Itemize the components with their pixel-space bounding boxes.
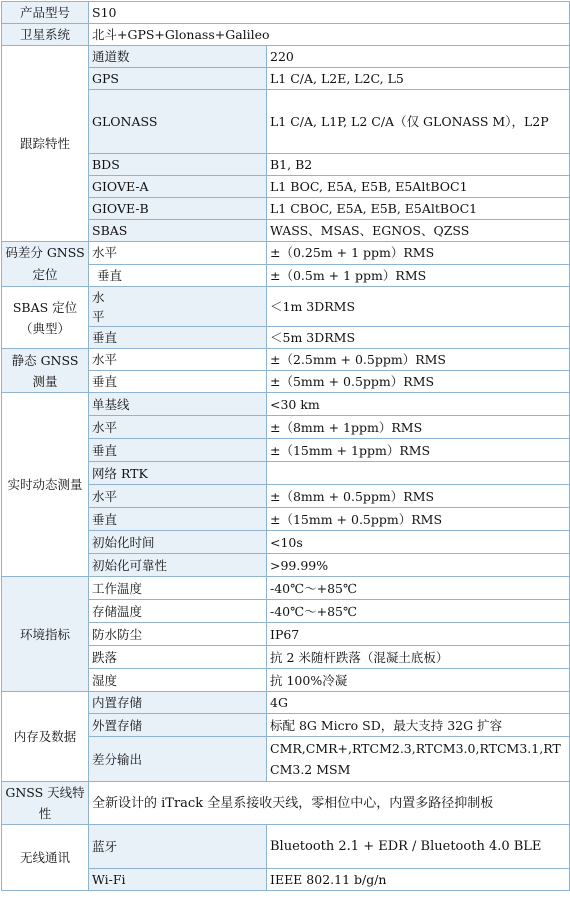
label-cell: 初始化时间: [89, 531, 267, 554]
value-cell: CMR,CMR+,RTCM2.3,RTCM3.0,RTCM3.1,RTCM3.2 MSM: [267, 737, 570, 782]
table-row: [2, 46, 570, 68]
label-cell: 蓝牙: [89, 825, 267, 869]
label-cell: 外置存储: [89, 714, 267, 737]
value-cell: ±（15mm + 0.5ppm）RMS: [267, 508, 570, 531]
value-cell: 抗 2 米随杆跌落（混凝土底板）: [267, 646, 570, 669]
label-cell: 垂直: [89, 439, 267, 462]
table-row: [2, 692, 570, 714]
label-cell: 垂直: [89, 371, 267, 393]
label-text: 水平: [92, 289, 105, 324]
table-row: [2, 393, 570, 416]
value-cell: 220: [267, 46, 570, 68]
label-cell: 单基线: [89, 393, 267, 416]
label-cell: GPS: [89, 68, 267, 90]
category-cell: 静态 GNSS 测量: [2, 349, 89, 393]
table-row: [2, 577, 570, 600]
category-cell: 环境指标: [2, 577, 89, 692]
label-cell: 垂直: [89, 264, 267, 287]
category-cell: 卫星系统: [2, 24, 89, 46]
value-cell: [267, 462, 570, 485]
label-cell: GIOVE-A: [89, 176, 267, 198]
value-cell: <30 km: [267, 393, 570, 416]
value-cell: 北斗+GPS+Glonass+Galileo: [89, 24, 570, 46]
value-cell: ＜5m 3DRMS: [267, 327, 570, 349]
label-cell: 存储温度: [89, 600, 267, 623]
value-cell: L1 C/A, L2E, L2C, L5: [267, 68, 570, 90]
value-cell: ±（2.5mm + 0.5ppm）RMS: [267, 349, 570, 371]
value-cell: >99.99%: [267, 554, 570, 577]
value-cell: Bluetooth 2.1 + EDR / Bluetooth 4.0 BLE: [267, 825, 570, 869]
label-cell: 工作温度: [89, 577, 267, 600]
label-cell: GLONASS: [89, 90, 267, 154]
label-cell: 网络 RTK: [89, 462, 267, 485]
table-row: [2, 825, 570, 869]
label-cell: 防水防尘: [89, 623, 267, 646]
category-cell: 码差分 GNSS 定位: [2, 242, 89, 287]
value-cell: ±（8mm + 1ppm）RMS: [267, 416, 570, 439]
value-cell: ±（0.25m + 1 ppm）RMS: [267, 242, 570, 265]
label-cell: 差分输出: [89, 737, 267, 782]
table-row: [2, 349, 570, 371]
value-cell: ±（0.5m + 1 ppm）RMS: [267, 264, 570, 287]
label-cell: 初始化可靠性: [89, 554, 267, 577]
table-row: [2, 242, 570, 265]
value-cell: <10s: [267, 531, 570, 554]
value-cell: 抗 100%冷凝: [267, 669, 570, 692]
label-cell: 内置存储: [89, 692, 267, 714]
label-cell: 水平: [89, 485, 267, 508]
value-cell: 4G: [267, 692, 570, 714]
value-cell: ±（15mm + 1ppm）RMS: [267, 439, 570, 462]
value-cell: ＜1m 3DRMS: [267, 287, 570, 327]
value-cell: -40℃～+85℃: [267, 600, 570, 623]
label-cell: Wi-Fi: [89, 869, 267, 891]
label-cell: 水平: [89, 416, 267, 439]
value-cell: WASS、MSAS、EGNOS、QZSS: [267, 220, 570, 242]
table-row: [2, 782, 570, 825]
value-cell: 全新设计的 iTrack 全星系接收天线，零相位中心，内置多路径抑制板: [89, 782, 570, 825]
label-cell: BDS: [89, 154, 267, 176]
value-cell: S10: [89, 2, 570, 24]
label-cell: 垂直: [89, 508, 267, 531]
category-cell: 产品型号: [2, 2, 89, 24]
label-cell: 湿度: [89, 669, 267, 692]
value-cell: L1 BOC, E5A, E5B, E5AltBOC1: [267, 176, 570, 198]
table-row: [2, 287, 570, 327]
spec-table: [1, 1, 570, 891]
category-cell: GNSS 天线特性: [2, 782, 89, 825]
value-cell: ±（8mm + 0.5ppm）RMS: [267, 485, 570, 508]
value-cell: IP67: [267, 623, 570, 646]
category-cell: SBAS 定位（典型）: [2, 287, 89, 349]
label-cell: 跌落: [89, 646, 267, 669]
category-cell: 内存及数据: [2, 692, 89, 782]
value-cell: L1 CBOC, E5A, E5B, E5AltBOC1: [267, 198, 570, 220]
label-cell: 水平: [89, 349, 267, 371]
table-row: [2, 2, 570, 24]
table-row: [2, 24, 570, 46]
value-cell: B1, B2: [267, 154, 570, 176]
value-cell: L1 C/A, L1P, L2 C/A（仅 GLONASS M），L2P: [267, 90, 570, 154]
value-cell: -40℃～+85℃: [267, 577, 570, 600]
label-cell: [89, 287, 267, 327]
label-cell: 垂直: [89, 327, 267, 349]
value-cell: ±（5mm + 0.5ppm）RMS: [267, 371, 570, 393]
value-cell: 标配 8G Micro SD，最大支持 32G 扩容: [267, 714, 570, 737]
label-cell: GIOVE-B: [89, 198, 267, 220]
label-cell: SBAS: [89, 220, 267, 242]
category-cell: 实时动态测量: [2, 393, 89, 577]
category-cell: 无线通讯: [2, 825, 89, 891]
category-cell: 跟踪特性: [2, 46, 89, 242]
label-cell: 水平: [89, 242, 267, 265]
value-cell: IEEE 802.11 b/g/n: [267, 869, 570, 891]
label-cell: 通道数: [89, 46, 267, 68]
